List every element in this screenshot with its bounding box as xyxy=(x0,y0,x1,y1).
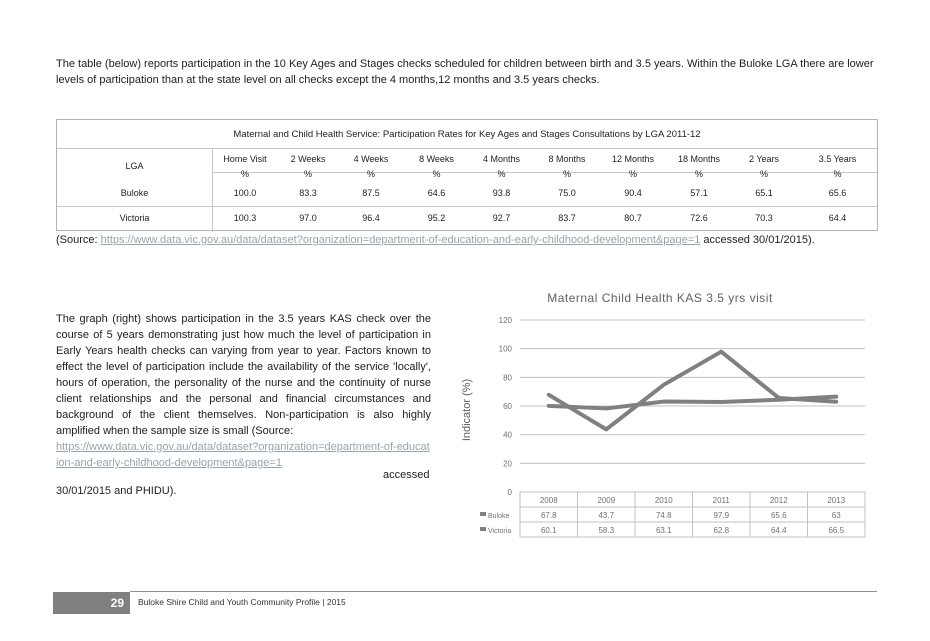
data-label: 63 xyxy=(831,511,841,520)
col-header: 2 Years xyxy=(748,154,780,164)
source-prefix: (Source: xyxy=(56,234,101,246)
table-cell: 64.6 xyxy=(427,188,446,198)
y-tick-label: 40 xyxy=(503,430,512,440)
col-header: 8 Weeks xyxy=(419,154,454,164)
footer-title: Buloke Shire Child and Youth Community Profile | 2015 xyxy=(138,597,346,607)
table-cell: 95.2 xyxy=(427,213,446,223)
table-cell: 92.7 xyxy=(492,213,511,223)
row-label-buloke: Buloke xyxy=(120,188,149,198)
table-cell: 70.3 xyxy=(755,213,773,223)
col-header: 2 Weeks xyxy=(290,154,326,164)
data-label: 58.3 xyxy=(598,526,615,535)
table-cell: 75.0 xyxy=(558,188,576,198)
table-cell: 100.0 xyxy=(233,188,257,198)
table-cell: 83.3 xyxy=(299,188,317,198)
unit-label: % xyxy=(562,169,571,179)
source-suffix: accessed 30/01/2015). xyxy=(700,234,815,246)
col-header: 4 Months xyxy=(482,154,521,164)
unit-label: % xyxy=(833,169,842,179)
y-tick-label: 120 xyxy=(498,316,512,325)
graph-description xyxy=(56,311,431,471)
lga-header: LGA xyxy=(125,161,144,171)
legend-series-name: Buloke xyxy=(488,513,510,520)
graph-description-text: The graph (right) shows participation in the 3.5 years KAS check over the course of 5 years demonstrating just how much the level of participation in Early Years health checks can varying from year to year. Factors known to effect the level of participation include the availability of the service 'locally', hours of operation, the personality of the nurse and the continuity of nurse client relationships and the personal and financial circumstances and background of the client themselves. Non-participation is also highly amplified when the sample size is small (Source: xyxy=(56,313,431,437)
unit-label: % xyxy=(759,169,768,179)
table-cell: 80.7 xyxy=(624,213,642,223)
accessed-word: accessed xyxy=(383,469,430,481)
x-tick-label: 2010 xyxy=(654,496,673,505)
unit-label: % xyxy=(432,169,441,179)
col-header: 3.5 Years xyxy=(818,154,857,164)
y-tick-label: 100 xyxy=(498,344,512,354)
source-note xyxy=(56,233,876,248)
table-cell: 96.4 xyxy=(362,213,380,223)
data-label: 63.1 xyxy=(655,526,672,535)
table-cell: 72.6 xyxy=(690,213,708,223)
table-caption: Maternal and Child Health Service: Participation Rates for Key Ages and Stages Consultations by LGA 2011-12 xyxy=(233,129,701,140)
unit-label: % xyxy=(628,169,637,179)
x-tick-label: 2008 xyxy=(539,496,558,505)
row-label-victoria: Victoria xyxy=(119,213,150,223)
col-header: 4 Weeks xyxy=(353,154,389,164)
data-label: 67.8 xyxy=(540,511,557,520)
y-tick-label: 80 xyxy=(503,373,512,383)
table-cell: 64.4 xyxy=(828,213,847,223)
chart-title: Maternal Child Health KAS 3.5 yrs visit xyxy=(547,291,773,305)
col-header: Home Visit xyxy=(223,154,267,164)
intro-paragraph: The table (below) reports participation in the 10 Key Ages and Stages checks scheduled for children between birth and 3.5 years. Within the Buloke LGA there are lower levels of participation than at the state level on all checks except the 4 months,12 months and 3.5 years checks. xyxy=(56,58,874,86)
data-label: 43.7 xyxy=(598,511,615,520)
data-label: 64.4 xyxy=(770,526,787,535)
data-label: 97.9 xyxy=(713,511,730,520)
x-tick-label: 2012 xyxy=(769,496,788,505)
table-cell: 87.5 xyxy=(362,188,380,198)
y-tick-label: 20 xyxy=(503,459,512,469)
participation-table xyxy=(56,119,878,231)
unit-label: % xyxy=(497,169,506,179)
series-line-victoria xyxy=(549,397,837,409)
col-header: 12 Months xyxy=(611,154,655,164)
unit-label: % xyxy=(694,169,703,179)
data-label: 60.1 xyxy=(540,526,557,535)
table-cell: 93.8 xyxy=(492,188,511,198)
table-cell: 90.4 xyxy=(624,188,642,198)
y-tick-label: 60 xyxy=(503,402,512,411)
table-cell: 100.3 xyxy=(233,213,257,223)
page-number: 29 xyxy=(110,596,124,610)
graph-source-link[interactable]: https://www.data.vic.gov.au/data/dataset?organization=department-of-education-and-early-childhood-development&page=1 xyxy=(56,441,430,469)
table-cell: 65.1 xyxy=(755,188,773,198)
accessed-date: 30/01/2015 and PHIDU). xyxy=(56,485,177,497)
unit-label: % xyxy=(240,169,249,179)
data-label: 62.8 xyxy=(713,526,730,535)
x-tick-label: 2009 xyxy=(597,496,616,505)
table-cell: 57.1 xyxy=(690,188,708,198)
x-tick-label: 2013 xyxy=(827,496,846,505)
table-cell: 65.6 xyxy=(828,188,847,198)
col-header: 18 Months xyxy=(677,154,721,164)
data-label: 65.6 xyxy=(770,511,787,520)
source-link[interactable]: https://www.data.vic.gov.au/data/dataset?organization=department-of-education-and-early-childhood-development&page=1 xyxy=(100,234,701,246)
series-line-buloke xyxy=(549,352,837,430)
footer-divider xyxy=(130,591,877,592)
data-label: 74.8 xyxy=(655,511,672,520)
table-cell: 97.0 xyxy=(299,213,317,223)
col-header: 8 Months xyxy=(548,154,586,164)
legend-series-name: Victoria xyxy=(488,528,512,535)
unit-label: % xyxy=(303,169,312,179)
table-cell: 83.7 xyxy=(558,213,576,223)
y-tick-label: 0 xyxy=(507,488,512,497)
unit-label: % xyxy=(366,169,375,179)
chart-y-axis-label: Indicator (%) xyxy=(461,378,473,442)
x-tick-label: 2011 xyxy=(712,496,730,505)
line-chart xyxy=(480,305,880,545)
data-label: 66.5 xyxy=(828,526,845,535)
